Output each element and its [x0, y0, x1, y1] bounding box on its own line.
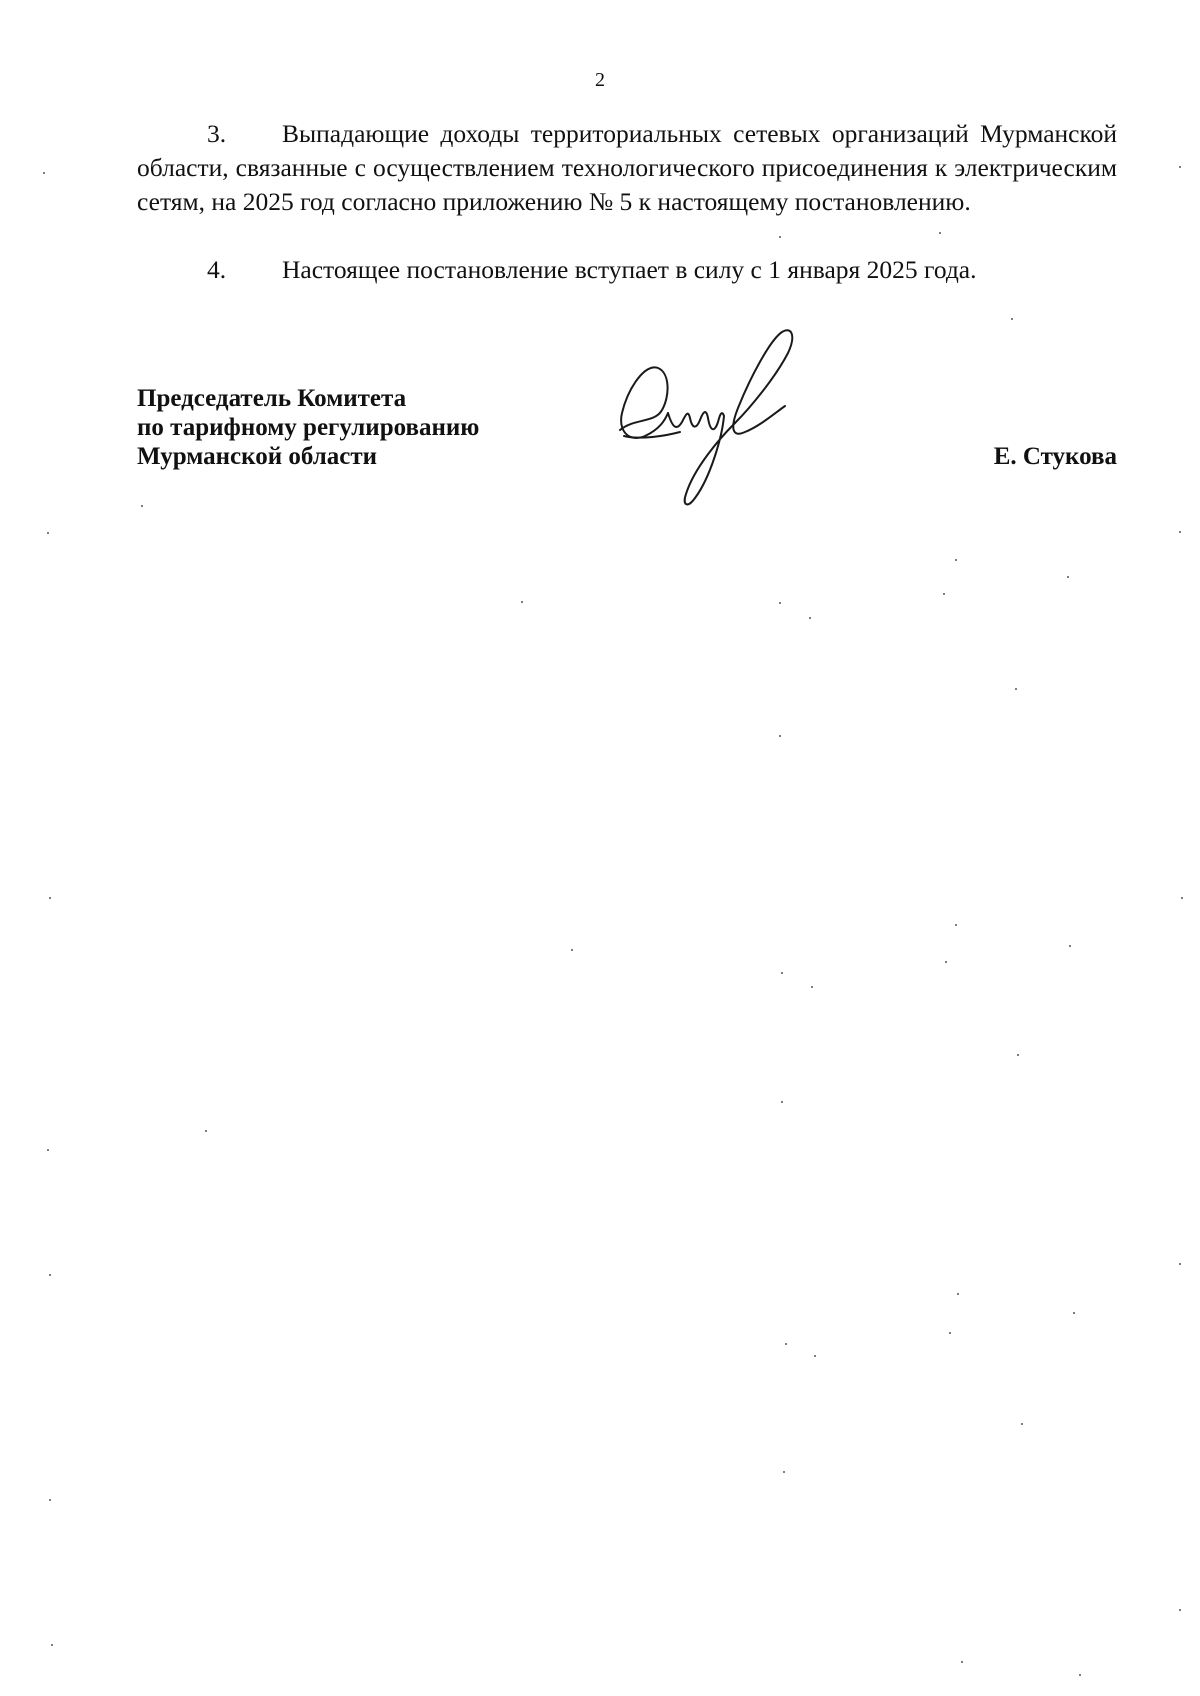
signatory-position	[137, 384, 479, 471]
paragraph-text: Настоящее постановление вступает в силу с 1 января 2025 года.	[282, 255, 977, 284]
paragraph-number: 3.	[207, 119, 227, 148]
paragraph-3	[137, 117, 1117, 219]
paragraph-number: 4.	[207, 255, 227, 284]
position-line: Мурманской области	[137, 443, 378, 470]
paragraph-4	[137, 253, 1117, 287]
page-number: 2	[595, 69, 605, 91]
handwritten-signature	[610, 318, 850, 528]
signatory-name: Е. Стукова	[993, 443, 1117, 470]
paragraph-text: Выпадающие доходы территориальных сетевых организаций Мурманской области, связанные с осуществлением технологического присоединения к электрическим сетям, на 2025 год согласно приложению № 5 к настоящему постановлению.	[137, 119, 1117, 216]
position-line: по тарифному регулированию	[137, 414, 480, 441]
position-line: Председатель Комитета	[137, 385, 407, 412]
